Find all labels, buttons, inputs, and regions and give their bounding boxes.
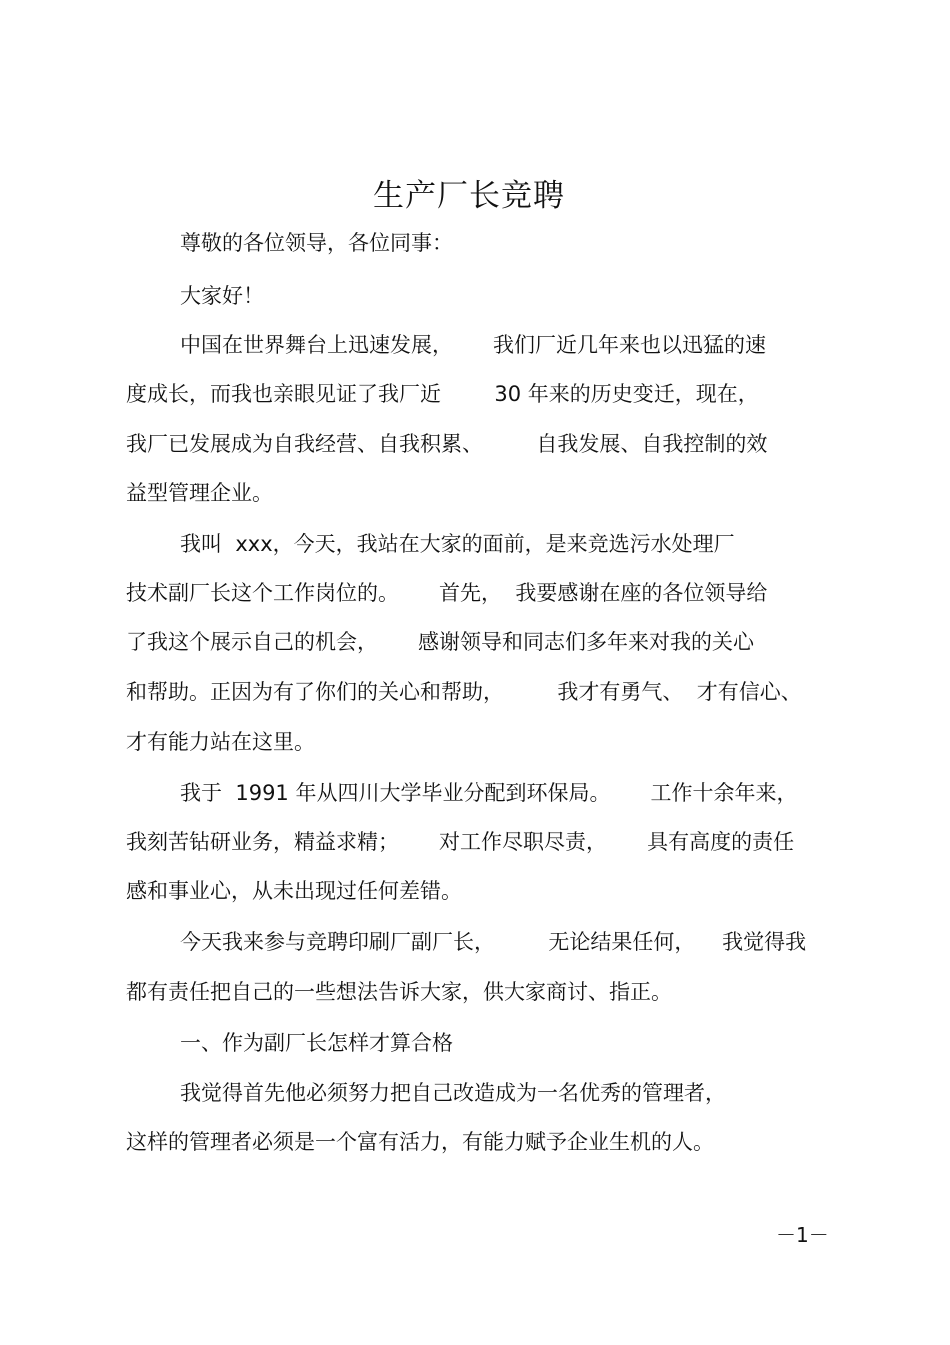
paragraph-line: 尊敬的各位领导，各位同事： [180, 231, 453, 255]
paragraph-line: 都有责任把自己的一些想法告诉大家，供大家商讨、指正。 [126, 980, 672, 1004]
paragraph-line: 度成长，而我也亲眼见证了我厂近 30 年来的历史变迁，现在， [126, 382, 759, 406]
section-heading: 一、作为副厂长怎样才算合格 [180, 1031, 453, 1055]
paragraph-line: 我叫 xxx，今天，我站在大家的面前，是来竞选污水处理厂 [180, 532, 735, 556]
paragraph-line: 感和事业心，从未出现过任何差错。 [126, 879, 462, 903]
paragraph-line: 大家好！ [180, 284, 264, 308]
paragraph-line: 我刻苦钻研业务，精益求精； 对工作尽职尽责， 具有高度的责任 [126, 830, 795, 854]
paragraph-line: 这样的管理者必须是一个富有活力，有能力赋予企业生机的人。 [126, 1130, 714, 1154]
paragraph-line: 我觉得首先他必须努力把自己改造成为一名优秀的管理者， [180, 1081, 726, 1105]
paragraph-line: 今天我来参与竞聘印刷厂副厂长， 无论结果任何， 我觉得我 [180, 930, 807, 954]
paragraph-line: 我厂已发展成为自我经营、自我积累、 自我发展、自我控制的效 [126, 432, 768, 456]
paragraph-line: 了我这个展示自己的机会， 感谢领导和同志们多年来对我的关心 [126, 630, 755, 654]
paragraph-line: 和帮助。正因为有了你们的关心和帮助， 我才有勇气、 才有信心、 [126, 680, 802, 704]
paragraph-line: 才有能力站在这里。 [126, 730, 315, 754]
paragraph-line: 中国在世界舞台上迅速发展， 我们厂近几年来也以迅猛的速 [180, 333, 767, 357]
document-title: 生产厂长竞聘 [373, 178, 565, 214]
page-number: －1－ [776, 1223, 829, 1247]
paragraph-line: 技术副厂长这个工作岗位的。 首先， 我要感谢在座的各位领导给 [126, 581, 768, 605]
paragraph-line: 我于 1991 年从四川大学毕业分配到环保局。 工作十余年来， [180, 781, 798, 805]
paragraph-line: 益型管理企业。 [126, 481, 273, 505]
